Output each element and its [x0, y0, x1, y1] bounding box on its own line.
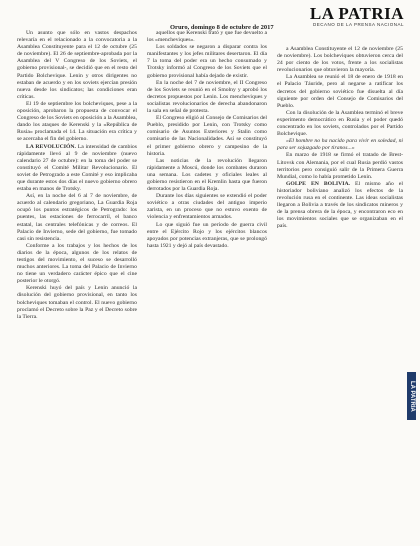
- paragraph: Un asunto que sólo en vastos despachos relevaría en el relacionado a la convocatoria a la Asamblea Constituyente para el 12 de octubre (25 de noviembre). El 26 de septiembre-aprobada por la Asamblea del V Congreso de los Soviets, el gobierno provisional-, se decidió que en el resto del Partido Bolchevique. Lenin y otros dirigentes no estaban de acuerdo y en los soviets ejercían presión nueva desde los sindicatos; las condiciones eran críticas.: [17, 30, 137, 100]
- dateline: Oruro, domingo 8 de octubre de 2017: [170, 24, 274, 31]
- paragraph: En marzo de 1918 se firmó el tratado de Brest-Litovsk con Alemania, por el cual Rusia perdió vastos territorios pero consiguió salir de la Primera Guerra Mundial, como lo había prometido Lenin.: [277, 152, 403, 180]
- section-lead: LA REVOLUCIÓN.: [26, 143, 76, 150]
- paragraph: Los soldados se negaron a disparar contra los manifestantes y los jefes militares desertaron. El día 7 la toma del poder era un hecho consumado y Trotsky informó al Congreso de los Soviets que el gobierno provisional había dejado de existir.: [147, 44, 267, 79]
- article-column-2: [147, 30, 267, 250]
- paragraph: En la noche del 7 de noviembre, el II Congreso de los Soviets se reunió en el Smolny y aprobó los decretos propuestos por Lenin. Los mencheviques y socialistas revolucionarios de derecha abandonaron la sala en señal de protesta.: [147, 79, 267, 115]
- paragraph: La Asamblea se reunió el 18 de enero de 1918 en el Palacio Táuride, pero al negarse a ratificar los decretos del gobierno soviético fue disuelta al día siguiente por orden del Consejo de Comisarios del Pueblo.: [277, 74, 403, 109]
- paragraph: aquellos que Kerenski trató y que fue devuelto a los «mencheviques».: [147, 30, 267, 44]
- newspaper-title: LA PATRIA: [309, 4, 404, 23]
- newspaper-tagline: DECANO DE LA PRENSA NACIONAL: [312, 22, 404, 27]
- paragraph: El Congreso eligió al Consejo de Comisarios del Pueblo, presidido por Lenin, con Trotsky como comisario de Asuntos Exteriores y Stalin como comisario de las Nacionalidades. Así se constituyó el primer gobierno obrero y campesino de la historia.: [147, 115, 267, 157]
- quote: «El hombre no ha nacido para vivir en soledad, ni para ser sojuzgado por tiranos...»: [277, 138, 403, 152]
- paragraph: El 19 de septiembre los bolcheviques, pese a la oposición, aprobaron la propuesta de convocar el Congreso de los Soviets en oposición a la Asamblea, dando los ataques de Kerenski y la «República de Rusia» proclamada el 14. La situación era crítica y se acercaba el fin del gobierno.: [17, 100, 137, 143]
- paragraph: Durante los días siguientes se extendió el poder soviético a otras ciudades del antiguo imperio zarista, en un proceso que no estuvo exento de violencia y enfrentamientos armados.: [147, 193, 267, 221]
- paragraph: Lo que siguió fue un período de guerra civil entre el Ejército Rojo y los ejércitos blancos apoyados por potencias extranjeras, que se prolongó hasta 1921 y dejó al país devastado.: [147, 221, 267, 249]
- paragraph: [277, 181, 403, 231]
- paragraph: a Asamblea Constituyente el 12 de noviembre (25 de noviembre). Los bolcheviques obtuvieron cerca del 24 por ciento de los votos, frente a los socialistas revolucionarios que obtuvieron la mayoría.: [277, 46, 403, 74]
- article-column-1: [17, 30, 137, 321]
- paragraph: Con la disolución de la Asamblea terminó el breve experimento democrático en Rusia y el poder quedó concentrado en los soviets, controlados por el Partido Bolchevique.: [277, 109, 403, 138]
- paragraph-text: El mismo año el historiador boliviano analizó los efectos de la revolución rusa en el continente. Las ideas socialistas llegaron a Bolivia a través de los sindicatos mineros y de la prensa obrera de la época, y encontraron eco en los movimientos sociales que se organizaban en el país.: [277, 180, 403, 230]
- paragraph: Las noticias de la revolución llegaron rápidamente a Moscú, donde los combates duraron una semana. Los cadetes y oficiales leales al gobierno resistieron en el Kremlin hasta que fueron derrotados por la Guardia Roja.: [147, 157, 267, 193]
- paragraph: Kerenski huyó del país y Lenin anunció la disolución del gobierno provisional, en tanto los bolcheviques tomaban el control. El nuevo gobierno proclamó el Decreto sobre la Paz y el Decreto sobre la Tierra.: [17, 285, 137, 320]
- paragraph: [17, 144, 137, 194]
- paragraph: Así, en la noche del 6 al 7 de noviembre, de acuerdo al calendario gregoriano, La Guardia Roja ocupó los puntos estratégicos de Petrogrado: los puentes, las estaciones de ferrocarril, el banco estatal, las centrales telefónicas y de correos. El Palacio de Invierno, sede del gobierno, fue tomado casi sin resistencia.: [17, 193, 137, 242]
- paragraph-text: La intensidad de cambios rápidamente llevó al 9 de noviembre (nuevo calendario 27 de octubre): en la toma del poder se constituyó el Comité Militar Revolucionario. El soviet de Petrogrado a este Comité y eso implicaba que durante estos dos días el nuevo gobierno obrero estaba en manos de Trotsky.: [17, 143, 137, 193]
- paragraph: Conforme a los trabajos y los hechos de los diarios de la época, algunos de los relatos de testigos del movimiento, el suceso se desarrolló muchos anteriores. La toma del Palacio de Invierno no tiene un verdadero carácter épico que el cine posterior le otorgó.: [17, 242, 137, 285]
- article-column-3: [277, 46, 403, 230]
- side-logo-badge: LA PATRIA: [407, 372, 416, 420]
- section-lead: GOLPE EN BOLIVIA.: [286, 180, 350, 187]
